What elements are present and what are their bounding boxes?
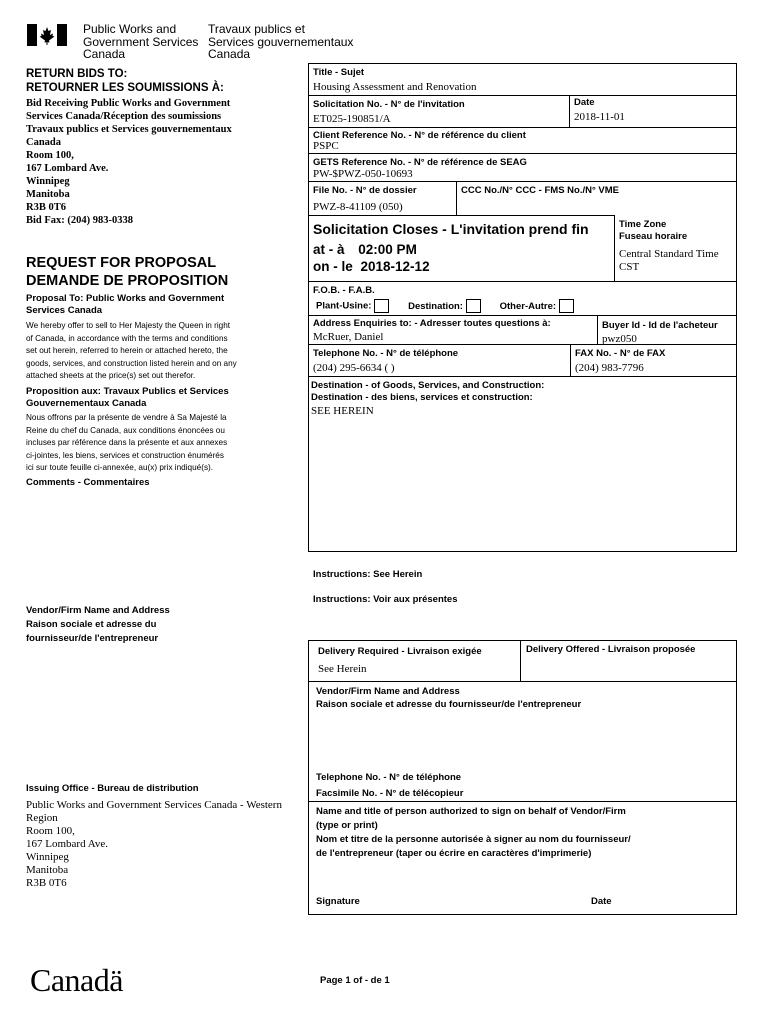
on-label: on - le bbox=[313, 259, 353, 274]
proposal-to-line-2: Services Canada bbox=[26, 305, 103, 316]
department-name-fr bbox=[208, 23, 353, 61]
vendor-address-fr: Raison sociale et adresse du fournisseur/de l'entrepreneur bbox=[316, 699, 582, 710]
title-value: Housing Assessment and Renovation bbox=[313, 81, 477, 93]
proposition-line-2: Gouvernementaux Canada bbox=[26, 398, 147, 409]
offer-fr-line: ci-jointes, les biens, services et construction énumérés bbox=[26, 450, 224, 460]
vendor-contact-labels bbox=[316, 771, 463, 801]
closing-time: 02:00 PM bbox=[358, 242, 417, 257]
address-enquiries-label: Address Enquiries to: - Adresser toutes questions à: bbox=[313, 318, 551, 329]
tz-value-2: CST bbox=[619, 261, 640, 273]
title-label: Title - Sujet bbox=[313, 67, 365, 78]
vendor-left-line-2: Raison sociale et adresse du bbox=[26, 619, 157, 630]
delivery-offered-label: Delivery Offered - Livraison proposée bbox=[526, 644, 696, 655]
issuing-line: 167 Lombard Ave. bbox=[26, 838, 108, 850]
vendor-telephone-label: Telephone No. - N° de téléphone bbox=[316, 772, 462, 783]
department-name-en bbox=[83, 23, 198, 61]
gets-ref-label: GETS Reference No. - N° de référence de SEAG bbox=[313, 157, 527, 168]
instructions-fr: Instructions: Voir aux présentes bbox=[313, 594, 458, 605]
address-line: Services Canada/Réception des soumissions bbox=[26, 111, 222, 122]
telephone-value: (204) 295-6634 ( ) bbox=[313, 362, 395, 374]
proposition-aux bbox=[26, 386, 229, 410]
signer-label-line-3: Nom et titre de la personne autorisée à signer au nom du fournisseur/ bbox=[316, 834, 631, 845]
offer-en-line: set out herein, referred to herein or attached hereto, the bbox=[26, 346, 228, 355]
address-line: Winnipeg bbox=[26, 176, 70, 187]
offer-en-line: of Canada, in accordance with the terms and conditions bbox=[26, 333, 228, 343]
closing-date-row bbox=[313, 259, 430, 275]
dept-en-line-2: Government Services bbox=[83, 34, 199, 49]
dept-en-line-1: Public Works and bbox=[83, 22, 177, 36]
signer-label-line-4: de l'entrepreneur (taper ou écrire en caractères d'imprimerie) bbox=[316, 848, 592, 859]
tz-label-fr: Fuseau horaire bbox=[619, 231, 688, 242]
tz-value-1: Central Standard Time bbox=[619, 248, 719, 260]
comments-label: Comments - Commentaires bbox=[26, 477, 150, 488]
dept-fr-line-1: Travaux publics et bbox=[208, 22, 305, 36]
client-ref-label: Client Reference No. - N° de référence du client bbox=[313, 130, 526, 141]
issuing-line: Public Works and Government Services Canada - Western bbox=[26, 799, 282, 811]
address-line: R3B 0T6 bbox=[26, 202, 66, 213]
closing-date: 2018-12-12 bbox=[360, 259, 430, 274]
address-line: Room 100, bbox=[26, 150, 74, 161]
signature-date-label: Date bbox=[591, 896, 612, 907]
solicitation-label: Solicitation No. - N° de l'invitation bbox=[313, 99, 465, 110]
offer-en-line: We hereby offer to sell to Her Majesty the Queen in right bbox=[26, 321, 231, 330]
solicitation-closes-label: Solicitation Closes - L'invitation prend fin bbox=[313, 221, 589, 237]
destination-label: Destination: bbox=[408, 300, 463, 312]
time-zone-value bbox=[619, 248, 719, 274]
vendor-left-line-1: Vendor/Firm Name and Address bbox=[26, 605, 170, 616]
dept-en-line-3: Canada bbox=[83, 47, 126, 61]
date-label: Date bbox=[574, 97, 595, 108]
address-line: 167 Lombard Ave. bbox=[26, 163, 109, 174]
bid-receiving-address bbox=[26, 97, 232, 227]
vendor-address-en: Vendor/Firm Name and Address bbox=[316, 686, 460, 697]
rfp-heading bbox=[26, 254, 228, 290]
offer-en-line: goods, services, and construction listed herein and on any bbox=[26, 358, 237, 368]
proposal-to-line-1: Proposal To: Public Works and Government bbox=[26, 293, 225, 304]
proposition-line-1: Proposition aux: Travaux Publics et Services bbox=[26, 386, 229, 397]
dept-fr-line-3: Canada bbox=[208, 47, 251, 61]
address-line: Manitoba bbox=[26, 189, 70, 200]
buyer-id-value: pwz050 bbox=[602, 333, 637, 345]
gets-ref-value: PW-$PWZ-050-10693 bbox=[313, 168, 413, 180]
address-line: Canada bbox=[26, 137, 62, 148]
dept-fr-line-2: Services gouvernementaux bbox=[208, 34, 354, 49]
offer-fr-line: Reine du chef du Canada, aux conditions énoncées ou bbox=[26, 425, 225, 435]
issuing-line: Manitoba bbox=[26, 864, 69, 876]
proposal-to bbox=[26, 293, 224, 317]
offer-fr-line: incluses par référence dans la présente et aux annexes bbox=[26, 438, 228, 447]
telephone-label: Telephone No. - N° de téléphone bbox=[313, 348, 459, 359]
vendor-facsimile-label: Facsimile No. - N° de télécopieur bbox=[316, 788, 464, 799]
fob-label: F.O.B. - F.A.B. bbox=[313, 285, 375, 296]
at-label: at - à bbox=[313, 242, 345, 257]
other-checkbox[interactable] bbox=[559, 299, 574, 313]
client-ref-value: PSPC bbox=[313, 140, 339, 152]
signature-label: Signature bbox=[316, 896, 360, 907]
destination-label-en: Destination - of Goods, Services, and Construction: bbox=[311, 380, 545, 391]
offer-en-line: attached sheets at the price(s) set out therefor. bbox=[26, 371, 196, 380]
signer-label-line-1: Name and title of person authorized to sign on behalf of Vendor/Firm bbox=[316, 806, 626, 817]
issuing-office-label: Issuing Office - Bureau de distribution bbox=[26, 783, 199, 794]
return-bids-heading bbox=[26, 67, 224, 95]
authorized-signer-label bbox=[316, 805, 631, 861]
date-value: 2018-11-01 bbox=[574, 111, 625, 123]
other-label: Other-Autre: bbox=[499, 300, 557, 312]
rfp-heading-en: REQUEST FOR PROPOSAL bbox=[26, 255, 217, 271]
offer-text-fr bbox=[26, 412, 227, 475]
issuing-line: Room 100, bbox=[26, 825, 75, 837]
time-zone-label bbox=[619, 219, 687, 243]
return-bids-fr: RETOURNER LES SOUMISSIONS À: bbox=[26, 82, 224, 94]
vendor-address-label bbox=[316, 685, 581, 711]
address-enquiries-value: McRuer, Daniel bbox=[313, 331, 384, 343]
destination-checkbox[interactable] bbox=[466, 299, 481, 313]
destination-value: SEE HEREIN bbox=[311, 405, 374, 417]
offer-text-en bbox=[26, 320, 237, 383]
instructions-en: Instructions: See Herein bbox=[313, 569, 423, 580]
page-number: Page 1 of - de 1 bbox=[320, 975, 390, 986]
buyer-id-label: Buyer Id - Id de l'acheteur bbox=[602, 320, 718, 331]
canada-wordmark: Canadä bbox=[30, 962, 123, 998]
signer-label-line-2: (type or print) bbox=[316, 820, 378, 831]
delivery-required-label: Delivery Required - Livraison exigée bbox=[318, 646, 482, 657]
plant-checkbox[interactable] bbox=[374, 299, 389, 313]
offer-fr-line: ici sur toute feuille ci-annexée, au(x) prix indiqué(s). bbox=[26, 463, 214, 472]
vendor-left-line-3: fournisseur/de l'entrepreneur bbox=[26, 633, 159, 644]
file-no-value: PWZ-8-41109 (050) bbox=[313, 201, 403, 213]
fax-value: (204) 983-7796 bbox=[575, 362, 644, 374]
plant-label: Plant-Usine: bbox=[316, 300, 372, 312]
solicitation-value: ET025-190851/A bbox=[313, 113, 391, 125]
tz-label-en: Time Zone bbox=[619, 219, 667, 230]
canada-flag-logo bbox=[27, 24, 67, 46]
issuing-line: R3B 0T6 bbox=[26, 877, 67, 889]
return-bids-en: RETURN BIDS TO: bbox=[26, 68, 128, 80]
issuing-line: Winnipeg bbox=[26, 851, 69, 863]
delivery-required-value: See Herein bbox=[318, 663, 367, 675]
fax-label: FAX No. - N° de FAX bbox=[575, 348, 666, 359]
issuing-office-address bbox=[26, 799, 282, 890]
file-no-label: File No. - N° de dossier bbox=[313, 185, 417, 196]
address-line: Travaux publics et Services gouvernementaux bbox=[26, 124, 232, 135]
closing-time-row bbox=[313, 242, 417, 258]
address-line: Bid Receiving Public Works and Government bbox=[26, 98, 231, 109]
ccc-label: CCC No./N° CCC - FMS No./N° VME bbox=[461, 185, 620, 196]
offer-fr-line: Nous offrons par la présente de vendre à Sa Majesté la bbox=[26, 413, 227, 422]
issuing-line: Region bbox=[26, 812, 58, 824]
vendor-label-left bbox=[26, 604, 170, 646]
rfp-heading-fr: DEMANDE DE PROPOSITION bbox=[26, 273, 229, 289]
destination-label-fr: Destination - des biens, services et construction: bbox=[311, 392, 533, 403]
destination-goods-label bbox=[311, 380, 544, 404]
bid-fax: Bid Fax: (204) 983-0338 bbox=[26, 215, 134, 226]
fob-plant-row bbox=[316, 299, 574, 313]
